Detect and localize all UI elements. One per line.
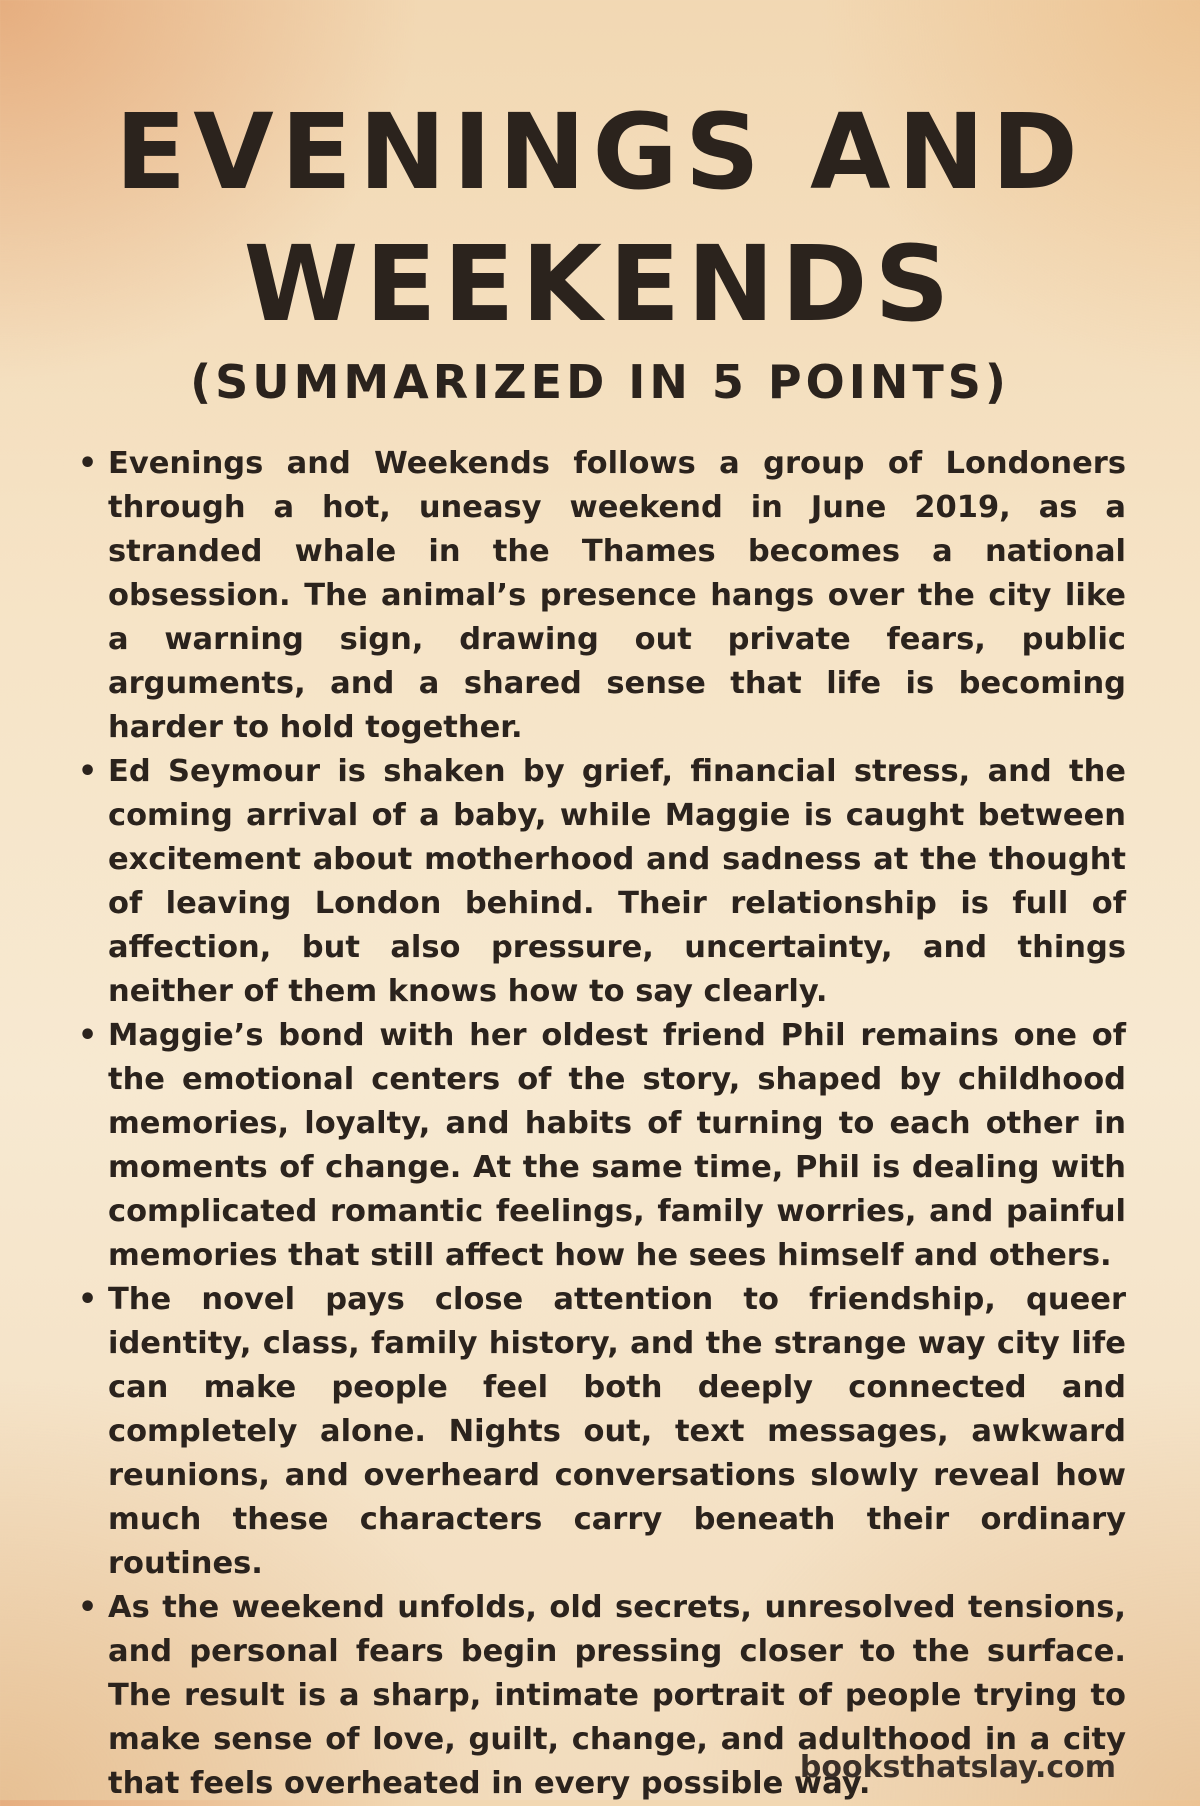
subtitle: (SUMMARIZED IN 5 POINTS) [190,355,1010,409]
summary-point-1 [72,442,1126,750]
summary-point-2 [72,750,1126,1014]
summary-point-4 [72,1278,1126,1586]
title-line-1: EVENINGS AND [115,91,1085,213]
bullet-icon: • [78,1590,98,1625]
bullet-icon: • [78,446,98,481]
summary-point-text: Ed Seymour is shaken by grief, financial stress, and the coming arrival of a baby, while Maggie is caught between excitement about motherhood and sadness at the thought of leaving London behind. Their relationship is full of affection, but also pressure, uncertainty, and things neither of them knows how to say clearly. [108,754,1126,1009]
summary-point-text: Evenings and Weekends follows a group of Londoners through a hot, uneasy weekend in June 2019, as a stranded whale in the Thames becomes a national obsession. The animal’s presence hangs over the city like a warning sign, drawing out private fears, public arguments, and a shared sense that life is becoming harder to hold together. [108,446,1126,745]
bullet-icon: • [78,1018,98,1053]
bullet-icon: • [78,1282,98,1317]
bullet-icon: • [78,754,98,789]
summary-point-text: As the weekend unfolds, old secrets, unresolved tensions, and personal fears begin pressing closer to the surface. The result is a sharp, intimate portrait of people trying to make sense of love, guilt, change, and adulthood in a city that feels overheated in every possible way. [108,1590,1126,1801]
title-line-2: WEEKENDS [243,223,957,345]
site-watermark: booksthatslay.com [799,1750,1116,1785]
summary-point-text: The novel pays close attention to friendship, queer identity, class, family history, and the strange way city life can make people feel both deeply connected and completely alone. Nights out, text messages, awkward reunions, and overheard conversations slowly reveal how much these characters carry beneath their ordinary routines. [108,1282,1126,1581]
summary-point-3 [72,1014,1126,1278]
summary-points-list [72,442,1126,1806]
summary-point-text: Maggie’s bond with her oldest friend Phil remains one of the emotional centers of the story, shaped by childhood memories, loyalty, and habits of turning to each other in moments of change. At the same time, Phil is dealing with complicated romantic feelings, family worries, and painful memories that still affect how he sees himself and others. [108,1018,1126,1273]
